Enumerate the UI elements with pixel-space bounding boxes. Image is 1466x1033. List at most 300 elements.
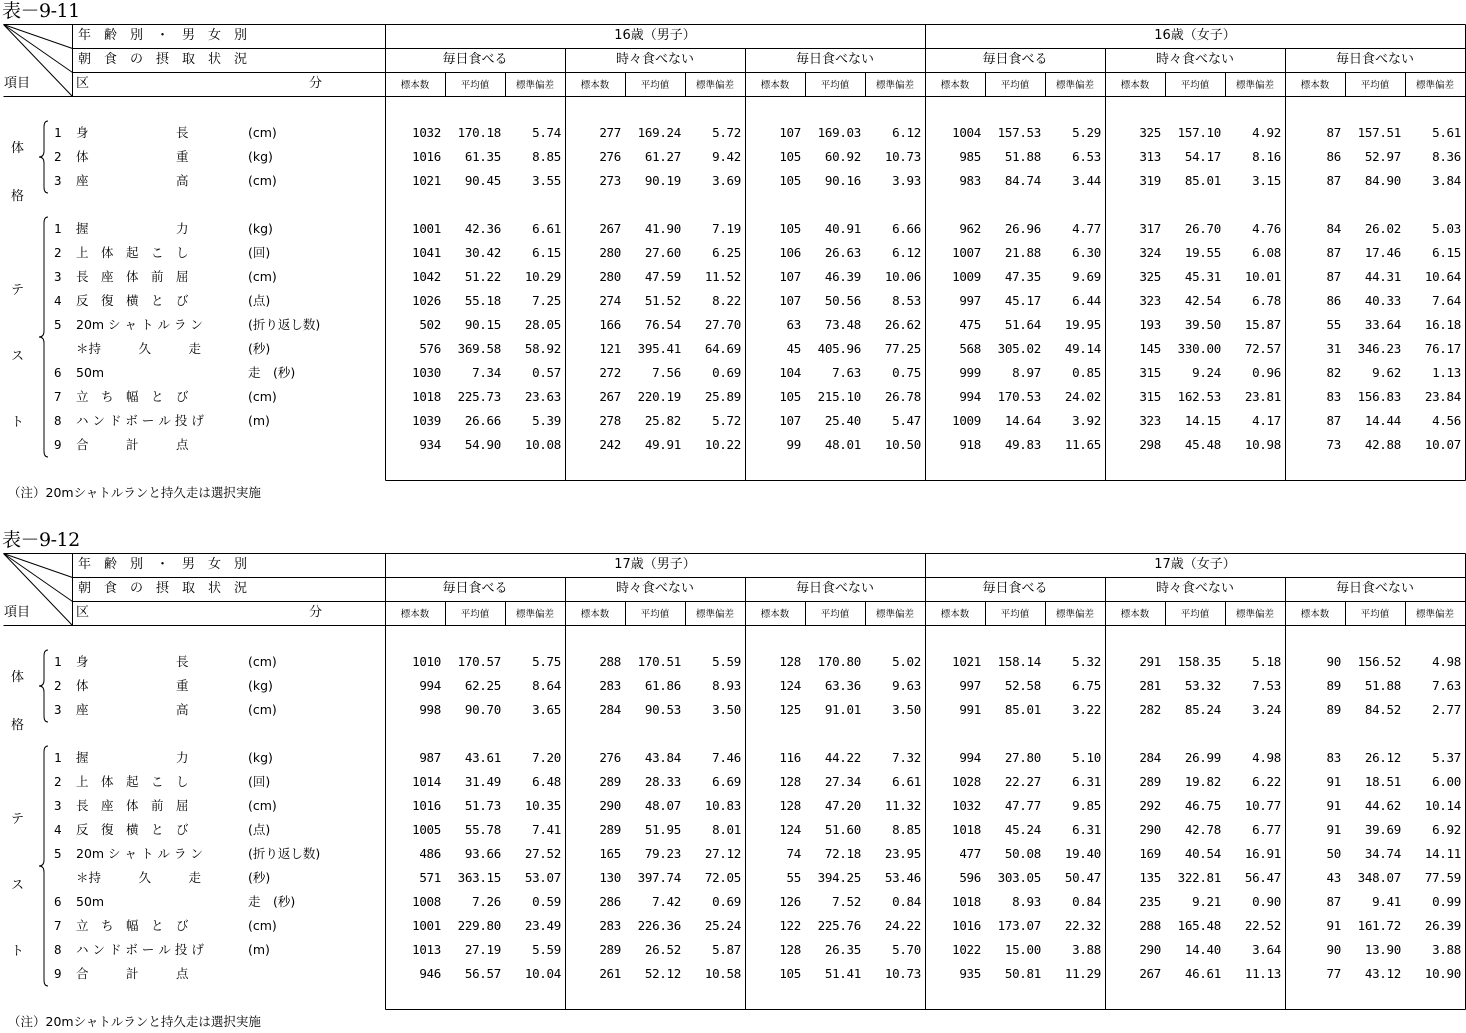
data-cell: 3.24 xyxy=(1252,702,1281,717)
data-cell: 51.73 xyxy=(464,798,501,813)
data-cell: 261 xyxy=(599,966,621,981)
data-cell: 53.46 xyxy=(884,870,921,885)
data-cell: 44.31 xyxy=(1364,269,1401,284)
data-cell: 281 xyxy=(1139,678,1161,693)
data-cell: 156.83 xyxy=(1357,389,1401,404)
data-cell: 10.07 xyxy=(1424,437,1461,452)
data-cell: 298 xyxy=(1139,437,1161,452)
stat-label: 標準偏差 xyxy=(515,80,554,91)
row-number: 6 xyxy=(54,365,62,380)
data-cell: 1014 xyxy=(412,774,441,789)
data-cell: 9.63 xyxy=(892,678,921,693)
data-cell: 116 xyxy=(779,750,801,765)
data-cell: 161.72 xyxy=(1357,918,1401,933)
data-cell: 24.02 xyxy=(1064,389,1101,404)
row-item-name: 合 計 点 xyxy=(76,966,189,981)
data-cell: 13.90 xyxy=(1364,942,1401,957)
row-item-name: 合 計 点 xyxy=(76,437,189,452)
data-cell: 3.15 xyxy=(1252,173,1281,188)
data-cell: 72.05 xyxy=(704,870,741,885)
row-unit: (kg) xyxy=(248,221,273,236)
data-cell: 6.12 xyxy=(892,245,921,260)
data-cell: 26.96 xyxy=(1004,221,1041,236)
stat-label: 平均値 xyxy=(1000,609,1030,620)
row-unit: (m) xyxy=(248,942,270,957)
data-cell: 90.53 xyxy=(644,702,681,717)
data-cell: 5.75 xyxy=(532,654,561,669)
row-item-name: 身 長 xyxy=(76,654,189,669)
data-cell: 1007 xyxy=(952,245,981,260)
data-cell: 4.92 xyxy=(1252,125,1281,140)
data-cell: 3.93 xyxy=(892,173,921,188)
data-cell: 19.95 xyxy=(1064,317,1101,332)
data-cell: 24.22 xyxy=(884,918,921,933)
data-cell: 6.31 xyxy=(1072,774,1101,789)
data-cell: 2.77 xyxy=(1432,702,1461,717)
row-item-name: 身 長 xyxy=(76,125,189,140)
data-cell: 313 xyxy=(1139,149,1161,164)
row-unit: (秒) xyxy=(248,870,271,885)
data-cell: 31.49 xyxy=(464,774,501,789)
row-number: 5 xyxy=(54,846,62,861)
row-item-name: 立 ち 幅 と び xyxy=(76,918,189,933)
data-cell: 291 xyxy=(1139,654,1161,669)
data-cell: 998 xyxy=(419,702,441,717)
data-cell: 23.81 xyxy=(1244,389,1281,404)
data-cell: 74 xyxy=(786,846,801,861)
stat-label: 平均値 xyxy=(640,609,670,620)
data-cell: 128 xyxy=(779,774,801,789)
data-cell: 8.93 xyxy=(712,678,741,693)
status-label: 毎日食べる xyxy=(442,52,508,67)
row-unit: (折り返し数) xyxy=(248,317,321,332)
data-cell: 319 xyxy=(1139,173,1161,188)
status-label: 時々食べない xyxy=(615,52,694,67)
data-cell: 170.18 xyxy=(457,125,501,140)
data-cell: 26.66 xyxy=(464,413,501,428)
data-cell: 10.14 xyxy=(1424,798,1461,813)
data-cell: 27.80 xyxy=(1004,750,1041,765)
status-label: 時々食べない xyxy=(1155,581,1234,596)
row-item-name: 握 力 xyxy=(76,221,189,236)
data-cell: 10.73 xyxy=(884,966,921,981)
data-cell: 8.93 xyxy=(1012,894,1041,909)
data-cell: 72.18 xyxy=(824,846,861,861)
data-cell: 43.12 xyxy=(1364,966,1401,981)
data-cell: 93.66 xyxy=(464,846,501,861)
data-cell: 276 xyxy=(599,750,621,765)
data-cell: 91.01 xyxy=(824,702,861,717)
data-cell: 26.62 xyxy=(884,317,921,332)
data-cell: 502 xyxy=(419,317,441,332)
data-cell: 6.15 xyxy=(1432,245,1461,260)
row-unit: 走 (秒) xyxy=(248,365,296,380)
data-cell: 290 xyxy=(599,798,621,813)
data-cell: 305.02 xyxy=(997,341,1041,356)
data-cell: 394.25 xyxy=(817,870,861,885)
data-cell: 89 xyxy=(1326,678,1341,693)
data-cell: 62.25 xyxy=(464,678,501,693)
data-cell: 7.34 xyxy=(472,365,501,380)
data-cell: 91 xyxy=(1326,822,1341,837)
row-unit: (秒) xyxy=(248,341,271,356)
data-cell: 15.87 xyxy=(1244,317,1281,332)
data-cell: 0.84 xyxy=(1072,894,1101,909)
data-cell: 5.39 xyxy=(532,413,561,428)
row-unit: (cm) xyxy=(248,798,277,813)
data-cell: 169 xyxy=(1139,846,1161,861)
data-cell: 272 xyxy=(599,365,621,380)
data-cell: 52.58 xyxy=(1004,678,1041,693)
data-cell: 46.75 xyxy=(1184,798,1221,813)
data-cell: 170.80 xyxy=(817,654,861,669)
data-cell: 3.55 xyxy=(532,173,561,188)
data-cell: 55 xyxy=(1326,317,1341,332)
data-cell: 84 xyxy=(1326,221,1341,236)
data-cell: 14.15 xyxy=(1184,413,1221,428)
data-cell: 999 xyxy=(959,365,981,380)
data-cell: 1013 xyxy=(412,942,441,957)
data-cell: 918 xyxy=(959,437,981,452)
data-cell: 25.40 xyxy=(824,413,861,428)
data-cell: 289 xyxy=(1139,774,1161,789)
row-item-name: 立 ち 幅 と び xyxy=(76,389,189,404)
row-item-name: ハ ン ド ボ ー ル 投 げ xyxy=(76,413,204,428)
data-cell: 34.74 xyxy=(1364,846,1401,861)
status-label: 時々食べない xyxy=(615,581,694,596)
data-cell: 170.51 xyxy=(637,654,681,669)
data-cell: 3.88 xyxy=(1072,942,1101,957)
data-cell: 7.63 xyxy=(832,365,861,380)
data-cell: 58.92 xyxy=(524,341,561,356)
category-header-left: 区 xyxy=(76,76,90,91)
data-cell: 121 xyxy=(599,341,621,356)
item-corner-label: 項目 xyxy=(4,76,31,91)
data-cell: 225.73 xyxy=(457,389,501,404)
data-cell: 215.10 xyxy=(817,389,861,404)
data-cell: 7.41 xyxy=(532,822,561,837)
data-cell: 26.52 xyxy=(644,942,681,957)
data-cell: 282 xyxy=(1139,702,1161,717)
data-cell: 61.35 xyxy=(464,149,501,164)
data-cell: 105 xyxy=(779,966,801,981)
row-number: 1 xyxy=(54,221,62,236)
data-cell: 50.08 xyxy=(1004,846,1041,861)
data-cell: 14.44 xyxy=(1364,413,1401,428)
data-cell: 22.32 xyxy=(1064,918,1101,933)
data-cell: 6.30 xyxy=(1072,245,1101,260)
data-cell: 47.59 xyxy=(644,269,681,284)
data-cell: 0.57 xyxy=(532,365,561,380)
stat-label: 平均値 xyxy=(1360,609,1390,620)
data-cell: 53.07 xyxy=(524,870,561,885)
test-section-label: テ ス ト xyxy=(11,283,38,430)
data-cell: 475 xyxy=(959,317,981,332)
stat-label: 標本数 xyxy=(760,80,790,91)
row-unit: (kg) xyxy=(248,750,273,765)
data-cell: 290 xyxy=(1139,942,1161,957)
data-cell: 10.77 xyxy=(1244,798,1281,813)
data-cell: 90.45 xyxy=(464,173,501,188)
data-cell: 3.88 xyxy=(1432,942,1461,957)
data-cell: 44.22 xyxy=(824,750,861,765)
row-number: 2 xyxy=(54,245,62,260)
stat-label: 標本数 xyxy=(580,80,610,91)
data-cell: 22.27 xyxy=(1004,774,1041,789)
row-item-name: 上 体 起 こ し xyxy=(76,774,189,789)
data-cell: 7.52 xyxy=(832,894,861,909)
data-cell: 1021 xyxy=(412,173,441,188)
data-cell: 28.05 xyxy=(524,317,561,332)
row-number: 7 xyxy=(54,918,62,933)
data-cell: 3.50 xyxy=(712,702,741,717)
data-cell: 122 xyxy=(779,918,801,933)
data-cell: 87 xyxy=(1326,245,1341,260)
data-cell: 369.58 xyxy=(457,341,501,356)
data-cell: 477 xyxy=(959,846,981,861)
data-cell: 1042 xyxy=(412,269,441,284)
row-item-name: 長 座 体 前 屈 xyxy=(76,269,189,284)
data-cell: 5.03 xyxy=(1432,221,1461,236)
data-cell: 5.18 xyxy=(1252,654,1281,669)
data-cell: 40.54 xyxy=(1184,846,1221,861)
row-number: 9 xyxy=(54,437,62,452)
row-unit: (kg) xyxy=(248,678,273,693)
data-cell: 226.36 xyxy=(637,918,681,933)
data-cell: 10.58 xyxy=(704,966,741,981)
stat-label: 標本数 xyxy=(940,609,970,620)
data-cell: 1041 xyxy=(412,245,441,260)
status-label: 毎日食べない xyxy=(795,581,874,596)
data-cell: 994 xyxy=(419,678,441,693)
data-cell: 0.90 xyxy=(1252,894,1281,909)
data-cell: 45.48 xyxy=(1184,437,1221,452)
data-cell: 10.90 xyxy=(1424,966,1461,981)
data-cell: 7.53 xyxy=(1252,678,1281,693)
row-number: 2 xyxy=(54,149,62,164)
data-cell: 4.98 xyxy=(1432,654,1461,669)
data-cell: 1030 xyxy=(412,365,441,380)
data-cell: 3.22 xyxy=(1072,702,1101,717)
data-cell: 30.42 xyxy=(464,245,501,260)
table-title: 表－9-12 xyxy=(2,529,80,551)
data-cell: 568 xyxy=(959,341,981,356)
data-cell: 73.48 xyxy=(824,317,861,332)
data-cell: 40.33 xyxy=(1364,293,1401,308)
row-unit: (kg) xyxy=(248,149,273,164)
data-cell: 51.88 xyxy=(1004,149,1041,164)
data-cell: 47.20 xyxy=(824,798,861,813)
row-item-name: ハ ン ド ボ ー ル 投 げ xyxy=(76,942,204,957)
data-cell: 45.31 xyxy=(1184,269,1221,284)
data-cell: 26.63 xyxy=(824,245,861,260)
row-item-name: 50m xyxy=(76,894,105,909)
group-label: 17歳（女子） xyxy=(1154,557,1236,572)
stat-label: 標準偏差 xyxy=(1235,80,1274,91)
data-cell: 9.69 xyxy=(1072,269,1101,284)
data-cell: 51.41 xyxy=(824,966,861,981)
stat-label: 標準偏差 xyxy=(875,80,914,91)
data-cell: 348.07 xyxy=(1357,870,1401,885)
data-cell: 315 xyxy=(1139,389,1161,404)
data-cell: 0.75 xyxy=(892,365,921,380)
stat-label: 標本数 xyxy=(940,80,970,91)
row-unit: (cm) xyxy=(248,173,277,188)
data-cell: 87 xyxy=(1326,269,1341,284)
data-cell: 25.89 xyxy=(704,389,741,404)
data-cell: 9.62 xyxy=(1372,365,1401,380)
status-label: 時々食べない xyxy=(1155,52,1234,67)
data-cell: 1005 xyxy=(412,822,441,837)
row-unit: (点) xyxy=(248,293,271,308)
data-cell: 1018 xyxy=(952,894,981,909)
data-cell: 45 xyxy=(786,341,801,356)
row-unit: (cm) xyxy=(248,389,277,404)
data-cell: 166 xyxy=(599,317,621,332)
data-cell: 3.69 xyxy=(712,173,741,188)
stat-label: 標本数 xyxy=(400,609,430,620)
data-cell: 10.06 xyxy=(884,269,921,284)
data-cell: 17.46 xyxy=(1364,245,1401,260)
data-cell: 169.03 xyxy=(817,125,861,140)
data-cell: 157.51 xyxy=(1357,125,1401,140)
data-cell: 56.47 xyxy=(1244,870,1281,885)
data-cell: 987 xyxy=(419,750,441,765)
data-cell: 90.19 xyxy=(644,173,681,188)
data-cell: 985 xyxy=(959,149,981,164)
data-cell: 1009 xyxy=(952,413,981,428)
data-cell: 15.00 xyxy=(1004,942,1041,957)
data-cell: 229.80 xyxy=(457,918,501,933)
data-cell: 5.59 xyxy=(712,654,741,669)
data-cell: 267 xyxy=(599,389,621,404)
row-unit: (m) xyxy=(248,413,270,428)
status-label: 毎日食べない xyxy=(1335,581,1414,596)
data-cell: 124 xyxy=(779,822,801,837)
data-cell: 48.07 xyxy=(644,798,681,813)
data-cell: 7.32 xyxy=(892,750,921,765)
data-cell: 596 xyxy=(959,870,981,885)
row-number: 4 xyxy=(54,293,62,308)
data-cell: 55.78 xyxy=(464,822,501,837)
data-cell: 27.52 xyxy=(524,846,561,861)
data-cell: 87 xyxy=(1326,173,1341,188)
data-cell: 64.69 xyxy=(704,341,741,356)
row-number: 5 xyxy=(54,317,62,332)
data-cell: 135 xyxy=(1139,870,1161,885)
stat-label: 標本数 xyxy=(1300,80,1330,91)
data-cell: 5.87 xyxy=(712,942,741,957)
data-cell: 1016 xyxy=(412,149,441,164)
group-label: 16歳（女子） xyxy=(1154,28,1236,43)
row-unit: (cm) xyxy=(248,269,277,284)
breakfast-status-header: 朝 食 の 摂 取 状 況 xyxy=(78,581,248,596)
data-cell: 21.88 xyxy=(1004,245,1041,260)
data-cell: 90 xyxy=(1326,942,1341,957)
data-cell: 322.81 xyxy=(1177,870,1221,885)
data-cell: 83 xyxy=(1326,750,1341,765)
data-cell: 946 xyxy=(419,966,441,981)
data-cell: 962 xyxy=(959,221,981,236)
data-cell: 4.56 xyxy=(1432,413,1461,428)
data-cell: 3.64 xyxy=(1252,942,1281,957)
data-cell: 51.22 xyxy=(464,269,501,284)
data-cell: 128 xyxy=(779,942,801,957)
data-cell: 1039 xyxy=(412,413,441,428)
data-cell: 9.42 xyxy=(712,149,741,164)
data-cell: 14.11 xyxy=(1424,846,1461,861)
data-cell: 84.74 xyxy=(1004,173,1041,188)
data-cell: 274 xyxy=(599,293,621,308)
stat-label: 平均値 xyxy=(1000,80,1030,91)
data-cell: 28.33 xyxy=(644,774,681,789)
data-cell: 51.60 xyxy=(824,822,861,837)
data-cell: 106 xyxy=(779,245,801,260)
data-cell: 49.14 xyxy=(1064,341,1101,356)
stat-label: 標本数 xyxy=(1300,609,1330,620)
body-section-label: 体 格 xyxy=(11,141,38,204)
data-cell: 128 xyxy=(779,654,801,669)
data-cell: 63 xyxy=(786,317,801,332)
row-number: 8 xyxy=(54,942,62,957)
data-cell: 50.56 xyxy=(824,293,861,308)
data-cell: 8.53 xyxy=(892,293,921,308)
body-brace xyxy=(39,650,48,722)
data-cell: 273 xyxy=(599,173,621,188)
data-cell: 27.34 xyxy=(824,774,861,789)
data-cell: 323 xyxy=(1139,293,1161,308)
data-cell: 125 xyxy=(779,702,801,717)
data-cell: 5.10 xyxy=(1072,750,1101,765)
data-cell: 51.88 xyxy=(1364,678,1401,693)
data-cell: 48.01 xyxy=(824,437,861,452)
data-cell: 324 xyxy=(1139,245,1161,260)
data-cell: 10.04 xyxy=(524,966,561,981)
row-number: 1 xyxy=(54,125,62,140)
data-cell: 7.25 xyxy=(532,293,561,308)
data-cell: 51.95 xyxy=(644,822,681,837)
data-cell: 26.12 xyxy=(1364,750,1401,765)
data-cell: 52.12 xyxy=(644,966,681,981)
data-cell: 6.08 xyxy=(1252,245,1281,260)
data-cell: 6.66 xyxy=(892,221,921,236)
stat-label: 標準偏差 xyxy=(875,609,914,620)
data-cell: 8.01 xyxy=(712,822,741,837)
data-cell: 165.48 xyxy=(1177,918,1221,933)
data-cell: 6.75 xyxy=(1072,678,1101,693)
data-cell: 10.35 xyxy=(524,798,561,813)
data-cell: 19.82 xyxy=(1184,774,1221,789)
data-cell: 1010 xyxy=(412,654,441,669)
data-cell: 10.83 xyxy=(704,798,741,813)
status-label: 毎日食べる xyxy=(982,52,1048,67)
data-cell: 41.90 xyxy=(644,221,681,236)
data-cell: 86 xyxy=(1326,149,1341,164)
row-item-name: 上 体 起 こ し xyxy=(76,245,189,260)
data-cell: 3.50 xyxy=(892,702,921,717)
data-cell: 104 xyxy=(779,365,801,380)
stat-label: 平均値 xyxy=(820,80,850,91)
data-cell: 27.60 xyxy=(644,245,681,260)
data-cell: 23.84 xyxy=(1424,389,1461,404)
data-cell: 193 xyxy=(1139,317,1161,332)
category-header-right: 分 xyxy=(309,605,323,620)
data-cell: 1016 xyxy=(952,918,981,933)
data-cell: 90.15 xyxy=(464,317,501,332)
row-number: 3 xyxy=(54,269,62,284)
data-cell: 288 xyxy=(599,654,621,669)
data-cell: 49.83 xyxy=(1004,437,1041,452)
